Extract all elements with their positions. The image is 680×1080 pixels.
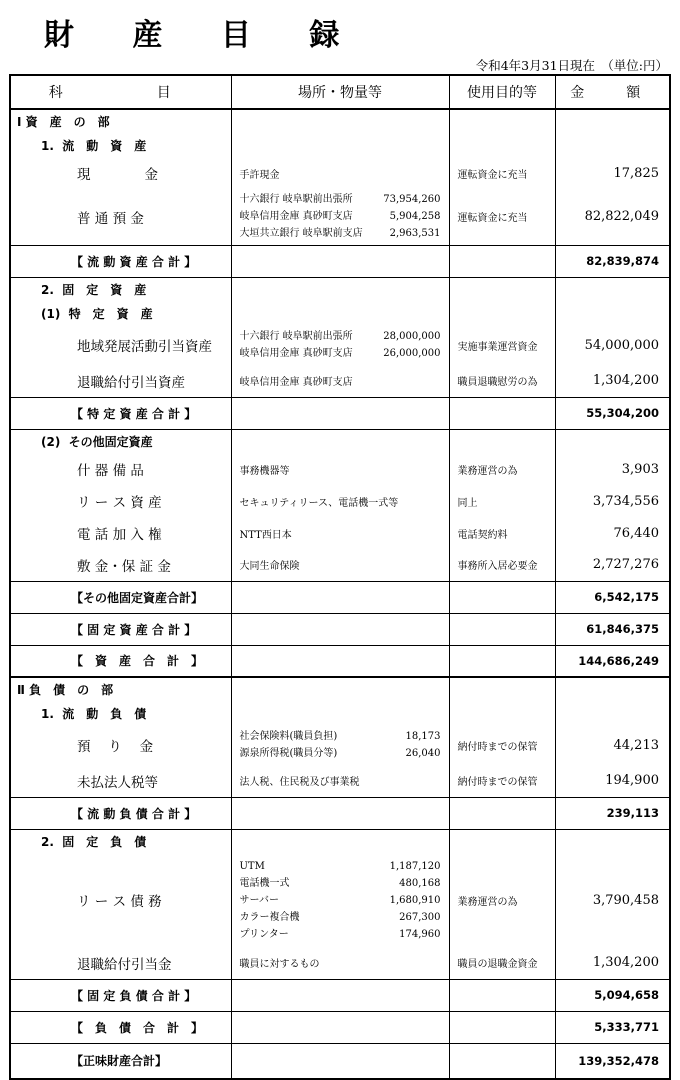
total-row: 【 資 産 合 計 】 144,686,249 (10, 645, 670, 677)
table-row: 預 り 金 社会保険料(職員負担) 18,173 源泉所得税(職員分等) 26,040 納付時までの保管 44,213 (10, 725, 670, 765)
category-row: 2. 固 定 負 債 (10, 829, 670, 853)
category-row: 2. 固 定 資 産 (10, 277, 670, 301)
page-title: 財 産 目 録 (44, 18, 364, 53)
subtotal-row: 【 特 定 資 産 合 計 】 55,304,200 (10, 397, 670, 429)
date-line: 令和4年3月31日現在 （単位:円） (475, 58, 668, 73)
table-row: リ ー ス 債 務 UTM 1,187,120 電話機一式 480,168 サーバー 1,680,910 カラー複合機 267,300 プリンター 174,960 業務運営の為 3,790,458 (10, 853, 670, 947)
table-row: 普 通 預 金 十六銀行 岐阜駅前出張所 73,954,260 岐阜信用金庫 真砂町支店 5,904,258 大垣共立銀行 岐阜駅前支店 2,963,531 運転資金に充当 82,822,049 (10, 189, 670, 245)
table-row: リ ー ス 資 産 セキュリティリース、電話機一式等 同上 3,734,556 (10, 485, 670, 517)
table-row: 現 金 手許現金 運転資金に充当 17,825 (10, 157, 670, 189)
header-location: 場所・物量等 (231, 75, 449, 109)
section-row (10, 109, 670, 133)
table-row: 電 話 加 入 権 NTT西日本 電話契約料 76,440 (10, 517, 670, 549)
header-row (10, 75, 670, 109)
subtotal-row: 【 固 定 負 債 合 計 】 5,094,658 (10, 979, 670, 1011)
current-assets-label: 1. 流 動 資 産 (10, 133, 231, 157)
subtotal-row: 【 流 動 資 産 合 計 】 82,839,874 (10, 245, 670, 277)
category-row: (2) その他固定資産 (10, 429, 670, 453)
inventory-table (9, 74, 671, 1080)
table-row: 未払法人税等 法人税、住民税及び事業税 納付時までの保管 194,900 (10, 765, 670, 797)
assets-section-label: Ⅰ 資 産 の 部 (10, 109, 231, 133)
section-row: Ⅱ 負 債 の 部 (10, 677, 670, 701)
subtotal-row: 【 固 定 資 産 合 計 】 61,846,375 (10, 613, 670, 645)
total-row: 【 負 債 合 計 】 5,333,771 (10, 1011, 670, 1043)
table-row: 退職給付引当金 職員に対するもの 職員の退職金資金 1,304,200 (10, 947, 670, 979)
net-assets-row: 【正味財産合計】 139,352,478 (10, 1043, 670, 1079)
table-row: 地域発展活動引当資産 十六銀行 岐阜駅前出張所 28,000,000 岐阜信用金庫 真砂町支店 26,000,000 実施事業運営資金 54,000,000 (10, 325, 670, 365)
subtotal-row: 【 流 動 負 債 合 計 】 239,113 (10, 797, 670, 829)
category-row: (1) 特 定 資 産 (10, 301, 670, 325)
subtotal-row: 【その他固定資産合計】 6,542,175 (10, 581, 670, 613)
category-row (10, 133, 670, 157)
category-row: 1. 流 動 負 債 (10, 701, 670, 725)
header-item: 科 目 (10, 75, 231, 109)
table-row: 退職給付引当資産 岐阜信用金庫 真砂町支店 職員退職慰労の為 1,304,200 (10, 365, 670, 397)
table-row: 什 器 備 品 事務機器等 業務運営の為 3,903 (10, 453, 670, 485)
header-amount: 金 額 (555, 75, 670, 109)
table-row: 敷 金・保 証 金 大同生命保険 事務所入居必要金 2,727,276 (10, 549, 670, 581)
header-purpose: 使用目的等 (449, 75, 555, 109)
